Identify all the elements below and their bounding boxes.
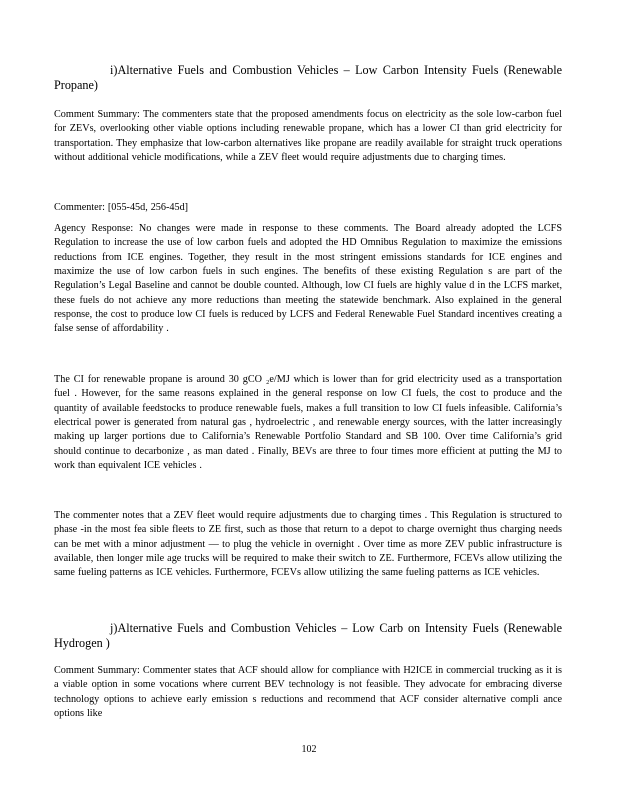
section-heading-j: j)Alternative Fuels and Combustion Vehicles – Low Carb on Intensity Fuels (Renewable Hydrogen ) <box>54 621 562 650</box>
comment-summary-j: Comment Summary: Commenter states that ACF should allow for compliance with H2ICE in commercial trucking as it is a viable option in some vocations where current BEV technology is not feasible. They advocate for embracing diverse technology options to achieve early emission s reductions and recommend that ACF consider alternative compli ance options like <box>54 665 562 720</box>
comment-summary-i: Comment Summary: The commenters state that the proposed amendments focus on electricity as the sole low-carbon fuel for ZEVs, overlooking other viable options including renewable propane, which has a lower CI than grid electricity for transportation. They emphasize that low-carbon alternatives like propane are readily available for straight truck operations without additional vehicle modifications, while a ZEV fleet would require adjustments due to charging times. <box>54 109 562 164</box>
agency-response-i: Agency Response: No changes were made in response to these comments. The Board already adopted the LCFS Regulation to increase the use of low carbon fuels and adopted the HD Omnibus Regulation to maximize the emissions reductions from ICE engines. Together, they result in the most stringent emissions standards for ICE engines and maximize the use of low carbon fuels in such engines. The benefits of these existing Regulation s are part of the Regulation’s Legal Baseline and cannot be double counted. Although, low CI fuels are highly value d in the LCFS market, these fuels do not achieve any more reductions than meeting the statewide benchmark. Also explained in the general response, the cost to produce low CI fuels is reduced by LCFS and Federal Renewable Fuel Standard incentives creating a false sense of affordability . <box>54 223 562 335</box>
paragraph-renewable-propane-ci: The CI for renewable propane is around 30 gCO ₂e/MJ which is lower than for grid electricity used as a transportation fuel . However, for the same reasons explained in the general response on low CI fuels, the cost to produce and the quantity of available feedstocks to produce renewable fuels, makes a full transition to low CI fuels infeasible. California’s electrical power is generated from natural gas , hydroelectric , and renewable energy sources, with the latter increasingly making up larger portions due to California’s Renewable Portfolio Standard and SB 100. Over time California’s grid should continue to decarbonize , as man dated . Finally, BEVs are three to four times more efficient at putting the MJ to work than equivalent ICE vehicles . <box>54 374 562 472</box>
paragraph-zev-fleet-charging: The commenter notes that a ZEV fleet would require adjustments due to charging times . This Regulation is structured to phase -in the most fea sible fleets to ZE first, such as those that return to a depot to charge overnight thus charging needs can be met with a minor adjustment — to plug the vehicle in overnight . Over time as more ZEV public infrastructure is available, then longer mile age trucks will be required to make their switch to ZE. Furthermore, FCEVs allow utilizing the same fueling patterns as ICE vehicles. Furthermore, FCEVs allow utilizing the same fueling patterns as ICE vehicles. <box>54 510 562 579</box>
commenter-line-i: Commenter: [055-45d, 256-45d] <box>54 202 189 213</box>
section-heading-i: i)Alternative Fuels and Combustion Vehicles – Low Carbon Intensity Fuels (Renewable Propane) <box>54 63 562 92</box>
page-number: 102 <box>301 744 317 755</box>
